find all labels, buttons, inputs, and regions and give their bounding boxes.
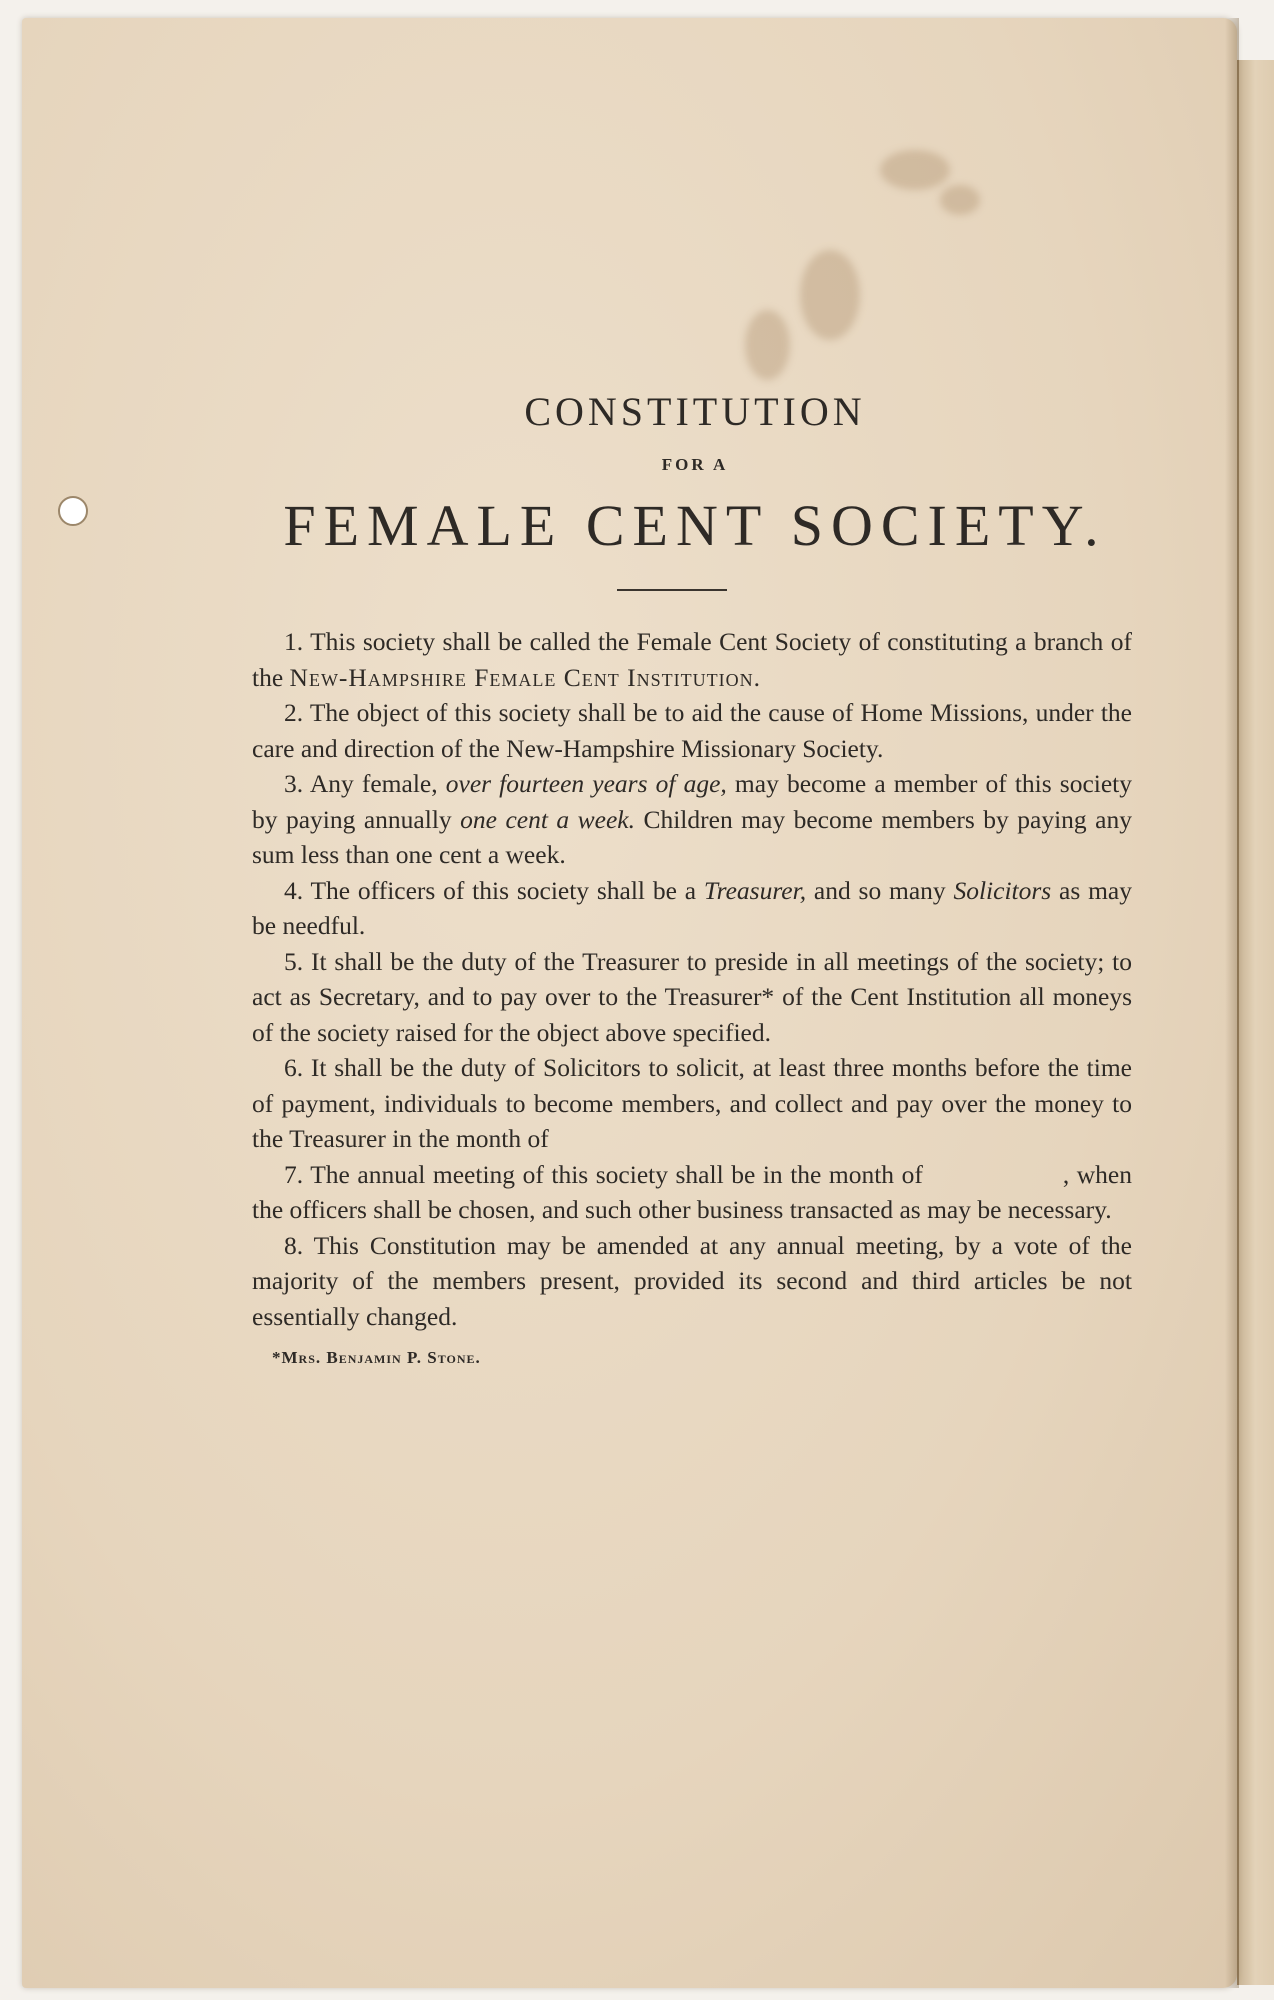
title-divider (617, 589, 727, 591)
document-title: CONSTITUTION (524, 389, 866, 434)
article-number: 7. (284, 1159, 304, 1189)
article-text: , when the officers shall be chosen, and such other business transacted as may be necessary. (252, 1159, 1132, 1224)
article-italic: one cent a week. (460, 804, 635, 834)
article-number: 5. (284, 946, 304, 976)
document-for-a: FOR A (661, 455, 729, 474)
stain-mark (880, 150, 950, 190)
article-text: as may be needful. (252, 875, 1132, 940)
document-subtitle: FEMALE CENT SOCIETY. (283, 493, 1107, 558)
article-text: It shall be the duty of the Treasurer to preside in all meetings of the society; to act as Secretary, and to pay over to the Treasurer* of the Cent Institution all moneys of the society raised for the object above specified. (252, 946, 1132, 1047)
article-8 (252, 1228, 1132, 1335)
article-2 (252, 695, 1132, 766)
article-text: The object of this society shall be to aid the cause of Home Missions, under the care and direction of the New-Hampshire Missionary Society. (252, 698, 1132, 763)
article-number: 6. (284, 1053, 304, 1082)
article-text: may become a member of this society by paying annually (252, 769, 1133, 834)
article-number: 1. (284, 627, 304, 656)
stain-mark (940, 185, 980, 215)
article-italic: Treasurer, (703, 875, 807, 905)
article-number: 2. (284, 698, 304, 727)
article-text: Children may become members by paying any sum less than one cent a week. (252, 804, 1132, 869)
adjacent-page-edge (1237, 60, 1274, 1985)
article-7 (252, 1157, 1132, 1228)
article-number: 8. (284, 1230, 304, 1260)
article-text: . (753, 662, 760, 692)
article-4 (252, 873, 1132, 944)
footnote: *Mrs. Benjamin P. Stone. (272, 1348, 481, 1367)
article-3 (252, 766, 1132, 873)
article-text: The officers of this society shall be a (303, 875, 704, 905)
article-text: and so many (806, 875, 954, 905)
article-5 (252, 944, 1132, 1051)
stain-mark (800, 250, 860, 340)
article-italic: over fourteen years of age, (445, 769, 727, 798)
stain-mark (745, 310, 790, 380)
article-italic: Solicitors (953, 875, 1052, 905)
article-6 (252, 1050, 1132, 1157)
article-number: 4. (284, 875, 304, 905)
article-text: It shall be the duty of Solicitors to solicit, at least three months before the time of payment, individuals to become members, and collect and pay over the money to the Treasurer in the month of (252, 1053, 1132, 1153)
article-text: The annual meeting of this society shall be in the month of (303, 1159, 923, 1189)
article-1 (252, 624, 1132, 695)
article-text: Any female, (303, 769, 446, 798)
constitution-articles (252, 624, 1132, 1376)
article-text: This Constitution may be amended at any annual meeting, by a vote of the majority of the members present, provided its second and third articles be not essentially changed. (252, 1230, 1132, 1331)
article-number: 3. (284, 769, 304, 798)
article-text: This society shall be called the Female Cent Society of constituting a branch of the (252, 627, 1132, 692)
article-small-caps: New-Hampshire Female Cent Institution (289, 662, 754, 692)
page-fold-shadow (1225, 18, 1239, 1988)
